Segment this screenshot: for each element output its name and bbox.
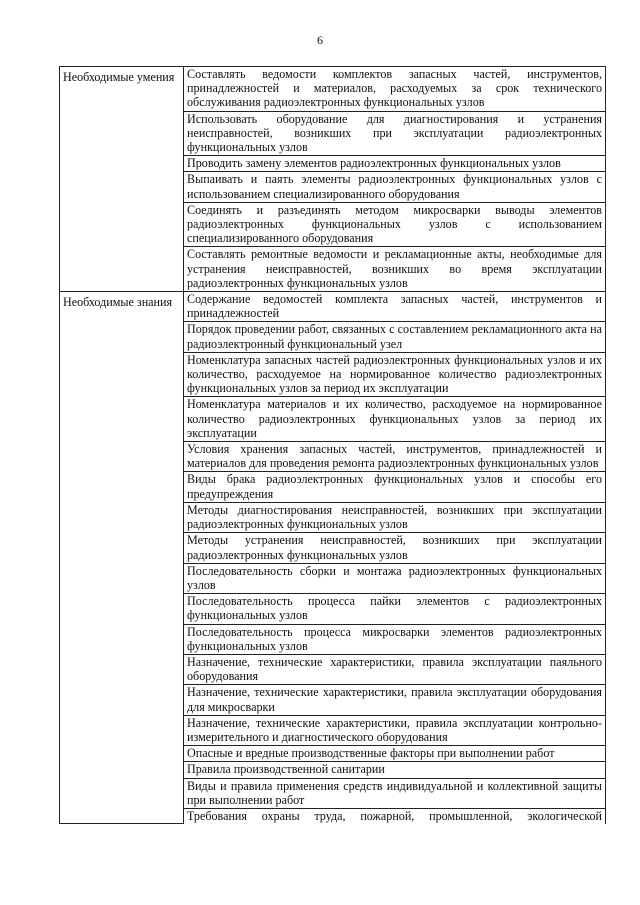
requirement-item: Методы диагностирования неисправностей, возникших при эксплуатации радиоэлектронных функциональных узлов	[184, 502, 606, 532]
requirements-table	[59, 66, 606, 824]
requirement-item: Номенклатура запасных частей радиоэлектронных функциональных узлов и их количество, расходуемое на нормированное количество радиоэлектронных функциональных узлов за период их эксплуатации	[184, 352, 606, 397]
table-row	[60, 67, 606, 112]
requirement-item: Виды и правила применения средств индивидуальной и коллективной защиты при выполнении работ	[184, 778, 606, 808]
requirement-item-text: Требования охраны труда, пожарной, промышленной, экологической	[187, 808, 602, 823]
requirement-item: Соединять и разъединять методом микросварки выводы элементов радиоэлектронных функциональных узлов с использованием специализированного оборудования	[184, 202, 606, 247]
requirement-item: Использовать оборудование для диагностирования и устранения неисправностей, возникших при эксплуатации радиоэлектронных функциональных узлов	[184, 111, 606, 156]
requirement-item: Составлять ремонтные ведомости и рекламационные акты, необходимые для устранения неисправностей, возникших во время эксплуатации радиоэлектронных функциональных узлов	[184, 247, 606, 292]
requirement-item: Назначение, технические характеристики, правила эксплуатации контрольно-измерительного и диагностического оборудования	[184, 715, 606, 745]
section-label: Необходимые знания	[60, 292, 184, 824]
requirement-item: Назначение, технические характеристики, правила эксплуатации паяльного оборудования	[184, 654, 606, 684]
requirement-item: Составлять ведомости комплектов запасных частей, инструментов, принадлежностей и материалов, расходуемых за срок технического обслуживания радиоэлектронных функциональных узлов	[184, 67, 606, 112]
requirement-item: Последовательность процесса микросварки элементов радиоэлектронных функциональных узлов	[184, 624, 606, 654]
requirement-item: Порядок проведении работ, связанных с составлением рекламационного акта на радиоэлектронный функциональный узел	[184, 322, 606, 352]
requirement-item: Методы устранения неисправностей, возникших при эксплуатации радиоэлектронных функциональных узлов	[184, 533, 606, 563]
requirement-item: Виды брака радиоэлектронных функциональных узлов и способы его предупреждения	[184, 472, 606, 502]
page-number: 6	[317, 33, 323, 47]
section-label: Необходимые умения	[60, 67, 184, 292]
requirement-item: Последовательность сборки и монтажа радиоэлектронных функциональных узлов	[184, 563, 606, 593]
requirement-item: Условия хранения запасных частей, инструментов, принадлежностей и материалов для проведения ремонта радиоэлектронных функциональных узлов	[184, 442, 606, 472]
requirement-item	[184, 808, 606, 824]
requirement-item: Последовательность процесса пайки элементов с радиоэлектронных функциональных узлов	[184, 594, 606, 624]
requirement-item: Назначение, технические характеристики, правила эксплуатации оборудования для микросварки	[184, 685, 606, 715]
requirement-item: Правила производственной санитарии	[184, 762, 606, 778]
requirement-item: Выпаивать и паять элементы радиоэлектронных функциональных узлов с использованием специализированного оборудования	[184, 172, 606, 202]
requirement-item: Проводить замену элементов радиоэлектронных функциональных узлов	[184, 156, 606, 172]
requirement-item: Содержание ведомостей комплекта запасных частей, инструментов и принадлежностей	[184, 292, 606, 322]
requirement-item: Номенклатура материалов и их количество, расходуемое на нормированное количество радиоэлектронных функциональных узлов за период их эксплуатации	[184, 397, 606, 442]
table-row	[60, 292, 606, 322]
requirement-item: Опасные и вредные производственные факторы при выполнении работ	[184, 746, 606, 762]
